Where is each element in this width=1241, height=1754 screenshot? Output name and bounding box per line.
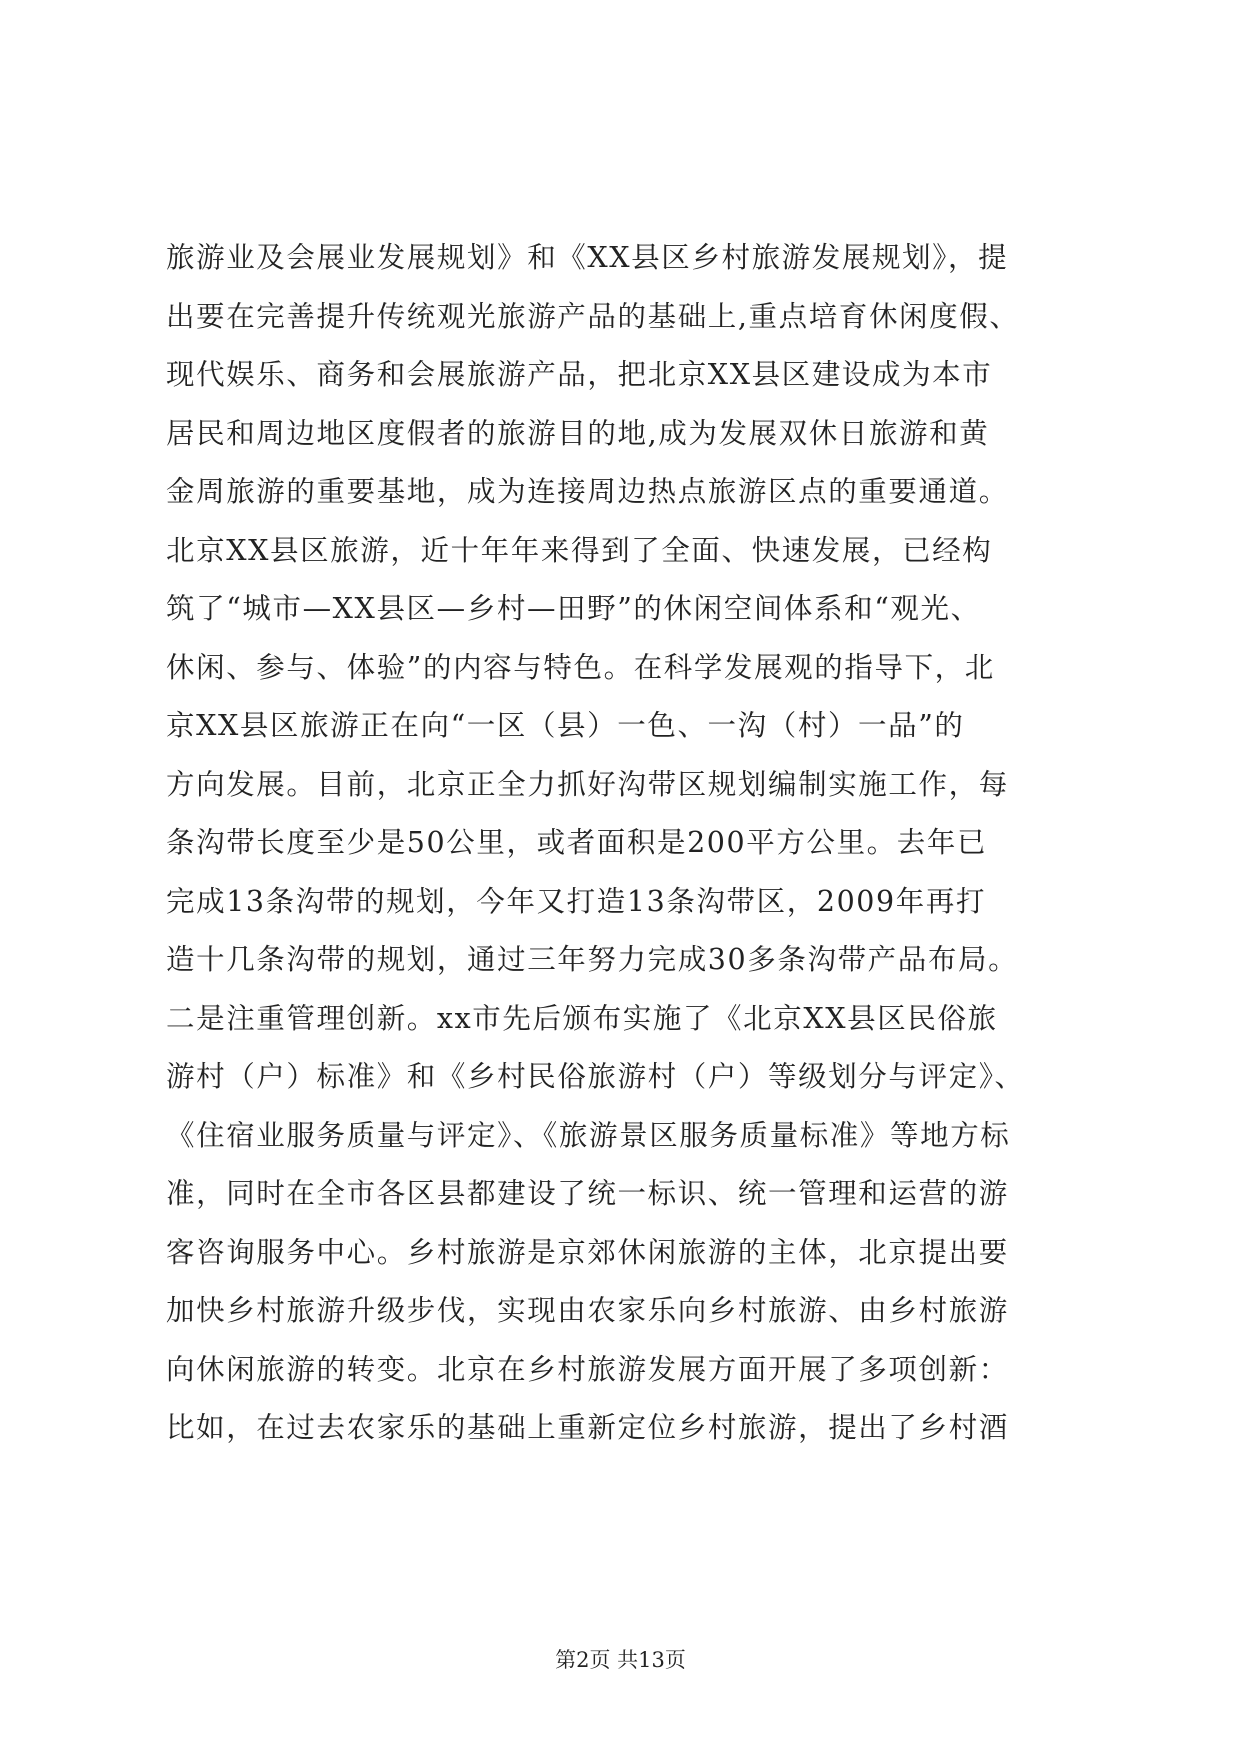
text-line: 比如，在过去农家乐的基础上重新定位乡村旅游，提出了乡村酒	[166, 1411, 1009, 1444]
text-line: 京XX县区旅游正在向“一区（县）一色、一沟（村）一品”的	[166, 709, 965, 742]
body-text	[166, 229, 1136, 1458]
text-line: 北京XX县区旅游，近十年年来得到了全面、快速发展，已经构	[166, 533, 993, 567]
text-line: 客咨询服务中心。乡村旅游是京郊休闲旅游的主体，北京提出要	[166, 1235, 1009, 1269]
text-line: 方向发展。目前，北京正全力抓好沟带区规划编制实施工作，每	[166, 767, 1009, 801]
text-line: 二是注重管理创新。xx市先后颁布实施了《北京XX县区民俗旅	[166, 1001, 998, 1035]
text-line: 《住宿业服务质量与评定》、《旅游景区服务质量标准》等地方标	[166, 1118, 1011, 1152]
text-line: 造十几条沟带的规划，通过三年努力完成30多条沟带产品布局。	[166, 943, 1019, 976]
text-line: 加快乡村旅游升级步伐，实现由农家乐向乡村旅游、由乡村旅游	[166, 1294, 1009, 1327]
page-number-label: 第2页 共13页	[555, 1648, 686, 1672]
text-line: 完成13条沟带的规划，今年又打造13条沟带区，2009年再打	[166, 884, 987, 918]
text-line: 休闲、参与、体验”的内容与特色。在科学发展观的指导下，北	[166, 650, 995, 684]
text-line: 游村（户）标准》和《乡村民俗旅游村（户）等级划分与评定》、	[166, 1060, 1025, 1093]
text-line: 出要在完善提升传统观光旅游产品的基础上,重点培育休闲度假、	[166, 299, 1020, 333]
text-line: 准，同时在全市各区县都建设了统一标识、统一管理和运营的游	[166, 1177, 1009, 1210]
text-line: 条沟带长度至少是50公里，或者面积是200平方公里。去年已	[166, 826, 988, 859]
text-line: 居民和周边地区度假者的旅游目的地,成为发展双休日旅游和黄	[166, 416, 990, 450]
page-footer	[0, 1645, 1241, 1675]
text-line: 筑了“城市—XX县区—乡村—田野”的休闲空间体系和“观光、	[166, 592, 981, 625]
text-line: 向休闲旅游的转变。北京在乡村旅游发展方面开展了多项创新：	[166, 1352, 1009, 1386]
text-line: 现代娱乐、商务和会展旅游产品，把北京XX县区建设成为本市	[166, 358, 993, 391]
text-line: 旅游业及会展业发展规划》和《XX县区乡村旅游发展规划》，提	[166, 241, 1009, 274]
text-line: 金周旅游的重要基地，成为连接周边热点旅游区点的重要通道。	[166, 475, 1009, 508]
